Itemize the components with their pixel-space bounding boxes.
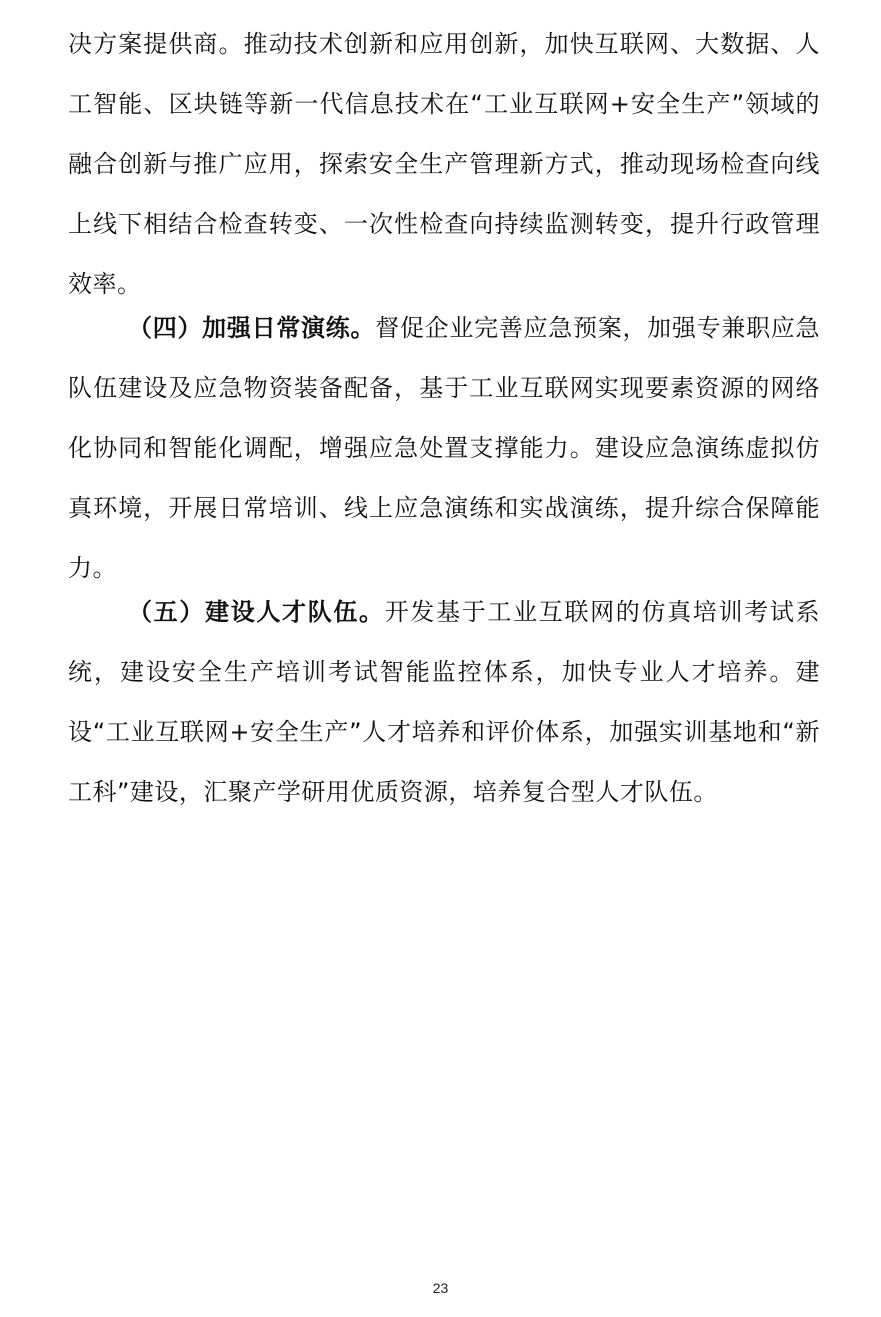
paragraph-body (68, 298, 820, 598)
paragraph-text: 决方案提供商。推动技术创新和应用创新，加快互联网、大数据、人工智能、区块链等新一代信息技术在“工业互联网+安全生产”领域的融合创新与推广应用，探索安全生产管理新方式，推动现场检查向线上线下相结合检查转变、一次性检查向持续监测转变，提升行政管理效率。 (68, 30, 820, 298)
section-heading: （四）加强日常演练。 (128, 314, 376, 342)
paragraph-body (68, 582, 820, 822)
section-text: 开发基于工业互联网的仿真培训考试系统，建设安全生产培训考试智能监控体系，加快专业人才培养。建设“工业互联网+安全生产”人才培养和评价体系，加强实训基地和“新工科”建设，汇聚产学研用优质资源，培养复合型人才队伍。 (68, 598, 821, 806)
paragraph-continued (68, 14, 820, 314)
page-number: 23 (432, 1280, 449, 1296)
section-text: 督促企业完善应急预案，加强专兼职应急队伍建设及应急物资装备配备，基于工业互联网实现要素资源的网络化协同和智能化调配，增强应急处置支撑能力。建设应急演练虚拟仿真环境，开展日常培训、线上应急演练和实战演练，提升综合保障能力。 (68, 314, 821, 582)
paragraph-talent-team (68, 582, 820, 822)
paragraph-daily-drills (68, 298, 820, 598)
section-heading: （五）建设人才队伍。 (128, 598, 385, 626)
